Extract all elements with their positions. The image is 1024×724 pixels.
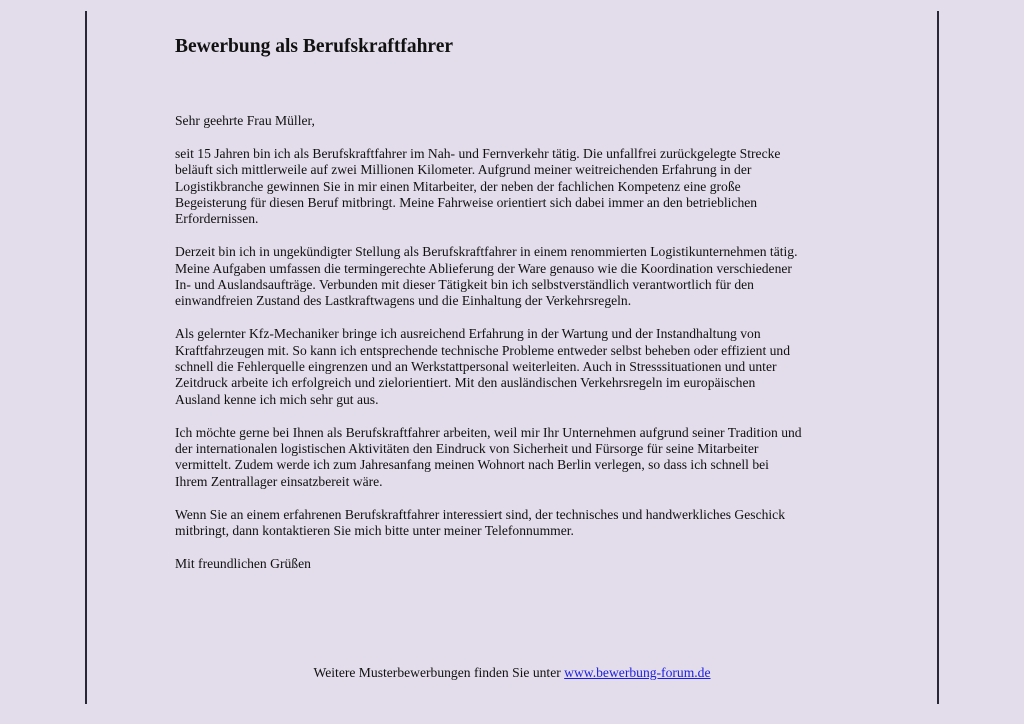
paragraph-line: Ausland kenne ich mich sehr gut aus. — [175, 391, 379, 407]
paragraph-line: vermittelt. Zudem werde ich zum Jahresanfang meinen Wohnort nach Berlin verlegen, so dass ich schnell bei — [175, 457, 769, 473]
paragraph-line: mitbringt, dann kontaktieren Sie mich bitte unter meiner Telefonnummer. — [175, 523, 574, 539]
paragraph-line: Zeitdruck arbeite ich erfolgreich und zielorientiert. Mit den ausländischen Verkehrsregeln im europäischen — [175, 375, 756, 391]
footer-text: Weitere Musterbewerbungen finden Sie unter — [313, 665, 565, 680]
paragraphs — [175, 146, 865, 540]
paragraph-line: Logistikbranche gewinnen Sie in mir einen Mitarbeiter, der neben der fachlichen Kompetenz eine große — [175, 178, 741, 194]
paragraph — [175, 244, 865, 310]
footer — [0, 664, 1024, 682]
paragraph — [175, 425, 865, 491]
closing: Mit freundlichen Grüßen — [175, 555, 311, 571]
footer-link[interactable]: www.bewerbung-forum.de — [564, 665, 711, 680]
paragraph — [175, 326, 865, 408]
paragraph — [175, 507, 865, 540]
paragraph-line: Kraftfahrzeugen mit. So kann ich entsprechende technische Probleme entweder selbst beheben oder effizient und — [175, 342, 791, 358]
letter-title: Bewerbung als Berufskraftfahrer — [175, 36, 454, 57]
paragraph-line: seit 15 Jahren bin ich als Berufskraftfahrer im Nah- und Fernverkehr tätig. Die unfallfrei zurückgelegte Strecke — [175, 145, 781, 161]
paragraph-line: Derzeit bin ich in ungekündigter Stellung als Berufskraftfahrer in einem renommierten Logistikunternehmen tätig. — [175, 244, 798, 260]
paragraph-line: Wenn Sie an einem erfahrenen Berufskraftfahrer interessiert sind, der technisches und handwerkliches Geschick — [175, 506, 786, 522]
paragraph-line: In- und Auslandsaufträge. Verbunden mit dieser Tätigkeit bin ich selbstverständlich verantwortlich für den — [175, 277, 754, 293]
letter-body — [175, 34, 865, 572]
paragraph-line: Ich möchte gerne bei Ihnen als Berufskraftfahrer arbeiten, weil mir Ihr Unternehmen aufgrund seiner Tradition und — [175, 424, 802, 440]
right-margin-rule — [937, 11, 939, 704]
paragraph — [175, 146, 865, 228]
paragraph-line: Als gelernter Kfz-Mechaniker bringe ich ausreichend Erfahrung in der Wartung und der Instandhaltung von — [175, 326, 761, 342]
salutation: Sehr geehrte Frau Müller, — [175, 113, 315, 128]
paragraph-line: Erfordernissen. — [175, 211, 259, 227]
paragraph-line: schnell die Fehlerquelle eingrenzen und an Werkstattpersonal weiterleiten. Auch in Stresssituationen und unter — [175, 359, 777, 375]
paragraph-line: Meine Aufgaben umfassen die termingerechte Ablieferung der Ware genauso wie die Koordination verschiedener — [175, 260, 792, 276]
paragraph-line: beläuft sich mittlerweile auf zwei Millionen Kilometer. Aufgrund meiner weitreichenden Erfahrung in der — [175, 162, 752, 178]
paragraph-line: der internationalen logistischen Aktivitäten den Eindruck von Sicherheit und Fürsorge für seine Mitarbeiter — [175, 441, 759, 457]
left-margin-rule — [85, 11, 87, 704]
paragraph-line: einwandfreien Zustand des Lastkraftwagens und die Einhaltung der Verkehrsregeln. — [175, 293, 632, 309]
paragraph-line: Begeisterung für diesen Beruf mitbringt. Meine Fahrweise orientiert sich dabei immer an den betrieblichen — [175, 195, 758, 211]
paragraph-line: Ihrem Zentrallager einsatzbereit wäre. — [175, 473, 383, 489]
